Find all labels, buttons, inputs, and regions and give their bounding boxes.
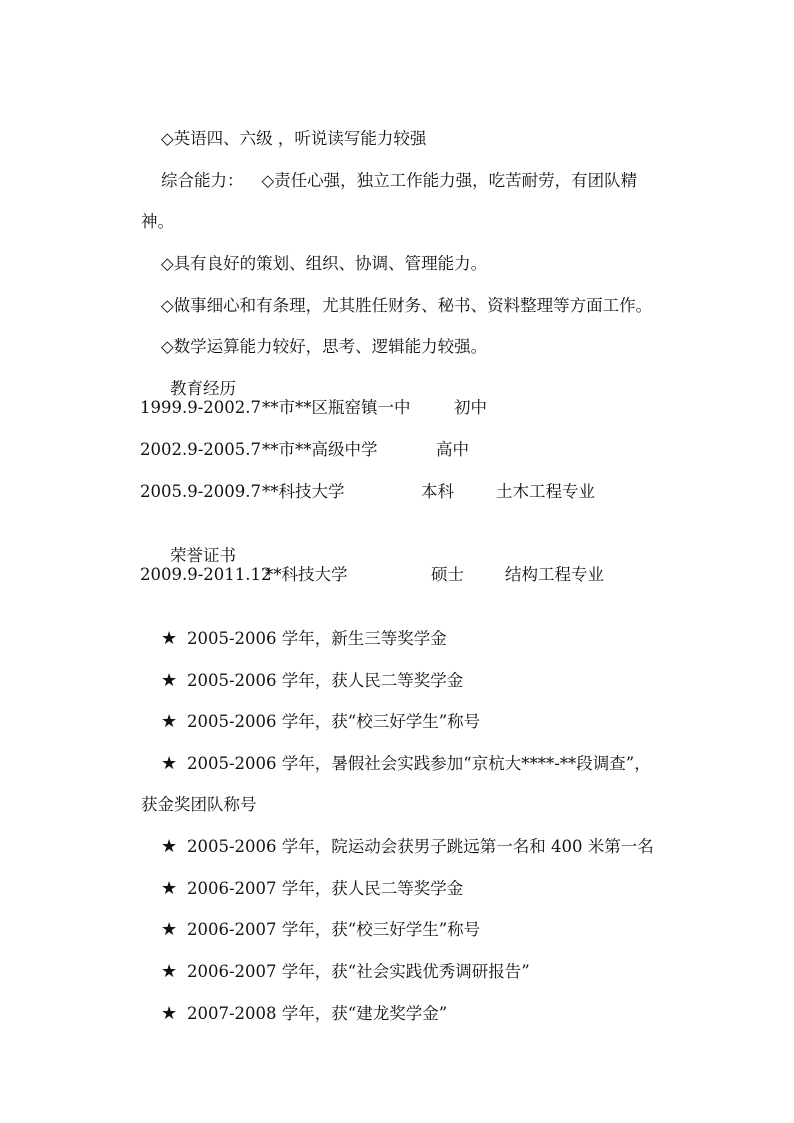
- star-icon: ★: [160, 836, 178, 857]
- star-icon: ★: [160, 1003, 178, 1024]
- edu-period: 2005.9-2009.7: [140, 482, 262, 501]
- star-icon: ★: [160, 961, 178, 982]
- star-icon: ★: [160, 711, 178, 732]
- honor-item: ★ 2006-2007 学年，获“社会实践优秀调研报告”: [160, 961, 530, 982]
- honors-master-row: [0, 564, 794, 586]
- honor-item: ★ 2005-2006 学年，获“校三好学生”称号: [160, 711, 481, 732]
- general-ability-label: 综合能力：: [160, 171, 244, 190]
- skill-item-planning: ◇具有良好的策划、组织、协调、管理能力。: [160, 254, 488, 273]
- edu-school: **科技大学: [262, 482, 345, 501]
- master-level: 硕士: [431, 565, 464, 584]
- skill-general-continuation: 神。: [140, 212, 174, 231]
- edu-level: 本科: [421, 482, 454, 501]
- star-icon: ★: [160, 628, 178, 649]
- master-school: **科技大学: [265, 565, 348, 584]
- honor-item: ★ 2007-2008 学年，获“建龙奖学金”: [160, 1003, 448, 1024]
- education-heading: 教育经历: [169, 379, 236, 398]
- skill-item-detail: ◇做事细心和有条理，尤其胜任财务、秘书、资料整理等方面工作。: [160, 296, 653, 315]
- honor-item: ★ 2005-2006 学年，暑假社会实践参加“京杭大****-**段调查”，: [160, 753, 651, 774]
- edu-period: 2002.9-2005.7: [140, 440, 262, 459]
- honor-item: ★ 2006-2007 学年，获“校三好学生”称号: [160, 919, 481, 940]
- star-icon: ★: [160, 753, 178, 774]
- master-major: 结构工程专业: [505, 565, 604, 584]
- honor-item: ★ 2005-2006 学年，新生三等奖学金: [160, 628, 447, 649]
- star-icon: ★: [160, 878, 178, 899]
- education-row: [0, 481, 794, 503]
- honors-heading: 荣誉证书: [169, 546, 236, 565]
- education-row: [0, 439, 794, 461]
- honor-item-continuation: 获金奖团队称号: [140, 795, 257, 814]
- skill-english: ◇英语四、六级 ，听说读写能力较强: [160, 129, 427, 148]
- edu-school: **市**高级中学: [262, 440, 378, 459]
- honor-item: ★ 2005-2006 学年，获人民二等奖学金: [160, 670, 464, 691]
- skill-item-math: ◇数学运算能力较好，思考、逻辑能力较强。: [160, 337, 488, 356]
- honor-item: ★ 2005-2006 学年，院运动会获男子跳远第一名和 400 米第一名: [160, 836, 654, 857]
- edu-period: 1999.9-2002.7: [140, 398, 262, 417]
- edu-level: 高中: [436, 440, 469, 459]
- general-ability-item1: ◇责任心强，独立工作能力强，吃苦耐劳，有团队精: [261, 171, 638, 190]
- master-period: 2009.9-2011.12: [140, 565, 272, 584]
- edu-major: 土木工程专业: [496, 482, 595, 501]
- star-icon: ★: [160, 919, 178, 940]
- education-row: [0, 397, 794, 419]
- star-icon: ★: [160, 670, 178, 691]
- edu-level: 初中: [454, 398, 487, 417]
- honor-item: ★ 2006-2007 学年，获人民二等奖学金: [160, 878, 464, 899]
- edu-school: **市**区瓶窑镇一中: [262, 398, 411, 417]
